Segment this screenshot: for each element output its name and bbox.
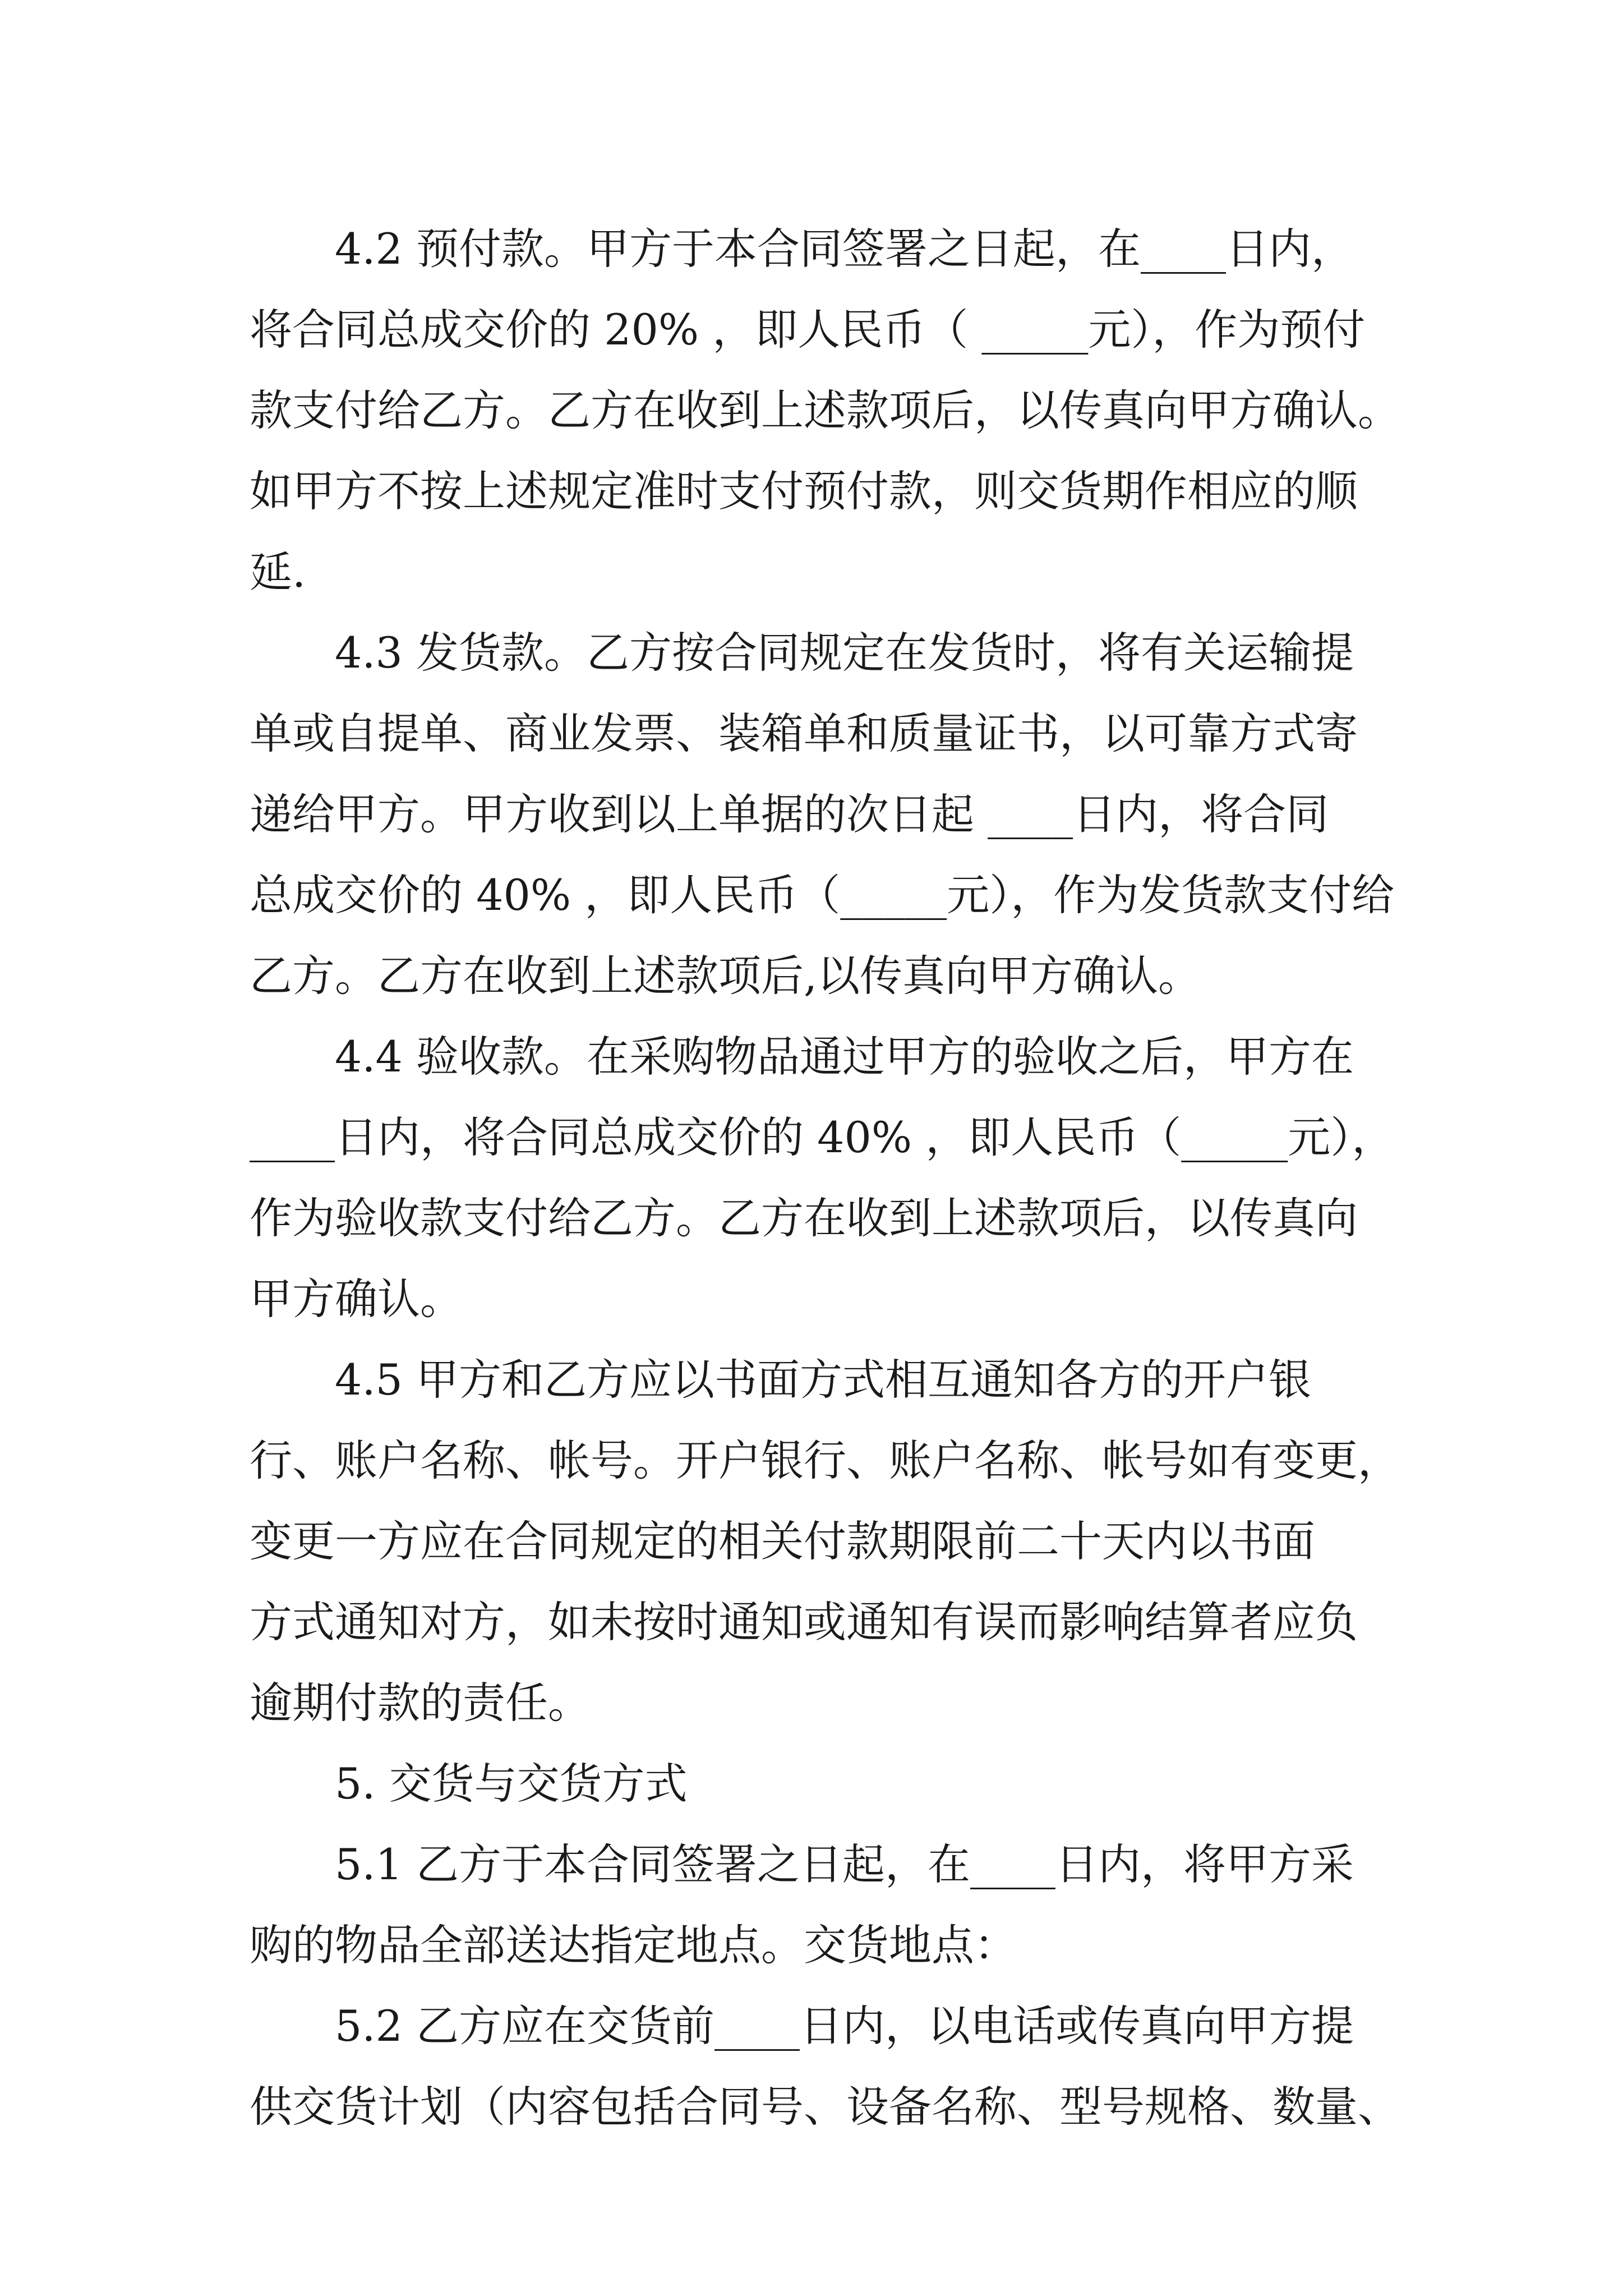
paragraph-4-4-line-2: ____日内，将合同总成交价的 40% ，即人民币（_____元）， [250,1112,1395,1162]
document-page [250,209,1400,2147]
paragraph-4-5-line-4: 方式通知对方，如未按时通知或通知有误而影响结算者应负 [250,1597,1358,1647]
paragraph-4-2-line-1: 4.2 预付款。甲方于本合同签署之日起，在____日内， [335,224,1354,274]
paragraph-4-3-line-4: 总成交价的 40% ，即人民币（_____元），作为发货款支付给 [250,870,1395,920]
paragraph-4-3-line-5: 乙方。乙方在收到上述款项后,以传真向甲方确认。 [250,951,1201,1001]
paragraph-4-4-line-1: 4.4 验收款。在采购物品通过甲方的验收之后，甲方在 [335,1032,1354,1082]
paragraph-4-2-line-4: 如甲方不按上述规定准时支付预付款，则交货期作相应的顺 [250,466,1358,516]
section-5-heading: 5. 交货与交货方式 [335,1759,688,1809]
paragraph-4-5-line-5: 逾期付款的责任。 [250,1678,591,1728]
paragraph-4-5-line-3: 变更一方应在合同规定的相关付款期限前二十天内以书面 [250,1516,1315,1566]
paragraph-5-2-line-1: 5.2 乙方应在交货前____日内，以电话或传真向甲方提 [335,2001,1354,2051]
paragraph-4-3-line-2: 单或自提单、商业发票、装箱单和质量证书，以可靠方式寄 [250,708,1358,758]
paragraph-4-5-line-2: 行、账户名称、帐号。开户银行、账户名称、帐号如有变更， [250,1435,1400,1485]
paragraph-4-3-line-3: 递给甲方。甲方收到以上单据的次日起 ____日内，将合同 [250,789,1329,839]
paragraph-5-1-line-2: 购的物品全部送达指定地点。交货地点： [250,1920,1017,1970]
paragraph-4-4-line-4: 甲方确认。 [250,1274,463,1324]
paragraph-5-1-line-1: 5.1 乙方于本合同签署之日起，在____日内，将甲方采 [335,1839,1354,1889]
paragraph-4-3-line-1: 4.3 发货款。乙方按合同规定在发货时，将有关运输提 [335,628,1354,678]
paragraph-5-2-line-2: 供交货计划（内容包括合同号、设备名称、型号规格、数量、 [250,2082,1400,2132]
paragraph-4-5-line-1: 4.5 甲方和乙方应以书面方式相互通知各方的开户银 [335,1355,1312,1405]
paragraph-4-2-line-3: 款支付给乙方。乙方在收到上述款项后，以传真向甲方确认。 [250,385,1400,435]
paragraph-4-2-line-2: 将合同总成交价的 20% ，即人民币（ _____元），作为预付 [250,305,1366,355]
paragraph-4-4-line-3: 作为验收款支付给乙方。乙方在收到上述款项后，以传真向 [250,1193,1358,1243]
paragraph-4-2-line-5: 延. [250,547,306,597]
